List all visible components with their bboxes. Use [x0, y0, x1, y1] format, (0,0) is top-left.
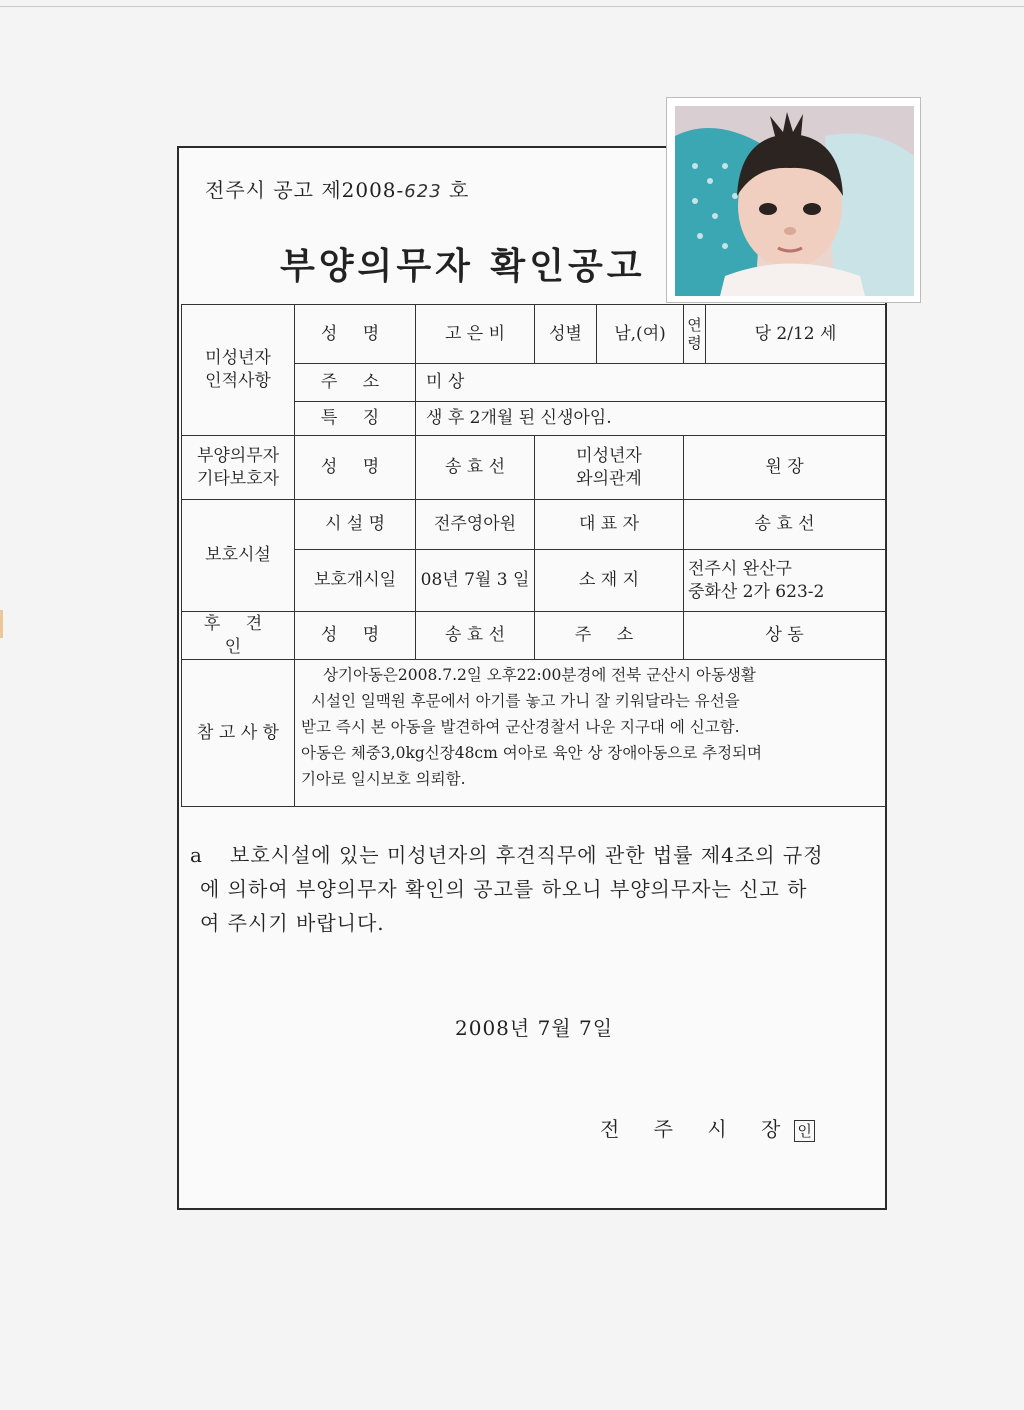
reference-line: 상기아동은2008.7.2일 오후22:00분경에 전북 군산시 아동생활: [323, 666, 756, 684]
guardian2-address-value: 상 동: [684, 612, 886, 660]
signer-line: [600, 1113, 815, 1142]
location-value: 전주시 완산구 중화산 2가 623-2: [684, 550, 886, 612]
feature-value: 생 후 2개월 된 신생아임.: [416, 402, 886, 436]
body-line-1-text: 보호시설에 있는 미성년자의 후견직무에 관한 법률 제4조의 규정: [230, 843, 824, 867]
guardian2-name-value: 송 효 선: [416, 612, 535, 660]
notice-suffix: 호: [441, 178, 470, 202]
guardian-name-value: 송 효 선: [416, 436, 535, 500]
notice-number-handwritten: 623: [404, 181, 442, 202]
facility-section-label: 보호시설: [182, 500, 295, 612]
document-title: 부양의무자 확인공고: [280, 245, 646, 287]
location-label: 소 재 지: [535, 550, 684, 612]
feature-label: 특 징: [295, 402, 416, 436]
reference-section-label: 참 고 사 항: [182, 660, 295, 807]
infant-photo: [666, 97, 921, 303]
address-value: 미 상: [416, 364, 886, 402]
scan-mark: [0, 610, 3, 638]
age-label: 연 령: [684, 305, 706, 364]
body-line-3: 여 주시기 바랍니다.: [200, 911, 385, 935]
body-marker: a: [190, 843, 203, 867]
reference-line: 기아로 일시보호 의뢰함.: [301, 770, 466, 788]
info-table: [181, 304, 886, 807]
facility-name-label: 시 설 명: [295, 500, 416, 550]
guardian2-address-label: 주 소: [535, 612, 684, 660]
scan-edge-line: [0, 6, 1024, 7]
facility-name-value: 전주영아원: [416, 500, 535, 550]
start-date-value: 08년 7월 3 일: [416, 550, 535, 612]
notice-number: [205, 174, 469, 203]
guardian2-name-label: 성 명: [295, 612, 416, 660]
name-value: 고 은 비: [416, 305, 535, 364]
reference-notes: [295, 660, 886, 807]
start-date-label: 보호개시일: [295, 550, 416, 612]
guardian-section-label: 부양의무자 기타보호자: [182, 436, 295, 500]
representative-label: 대 표 자: [535, 500, 684, 550]
age-value: 당 2/12 세: [706, 305, 886, 364]
gender-label: 성별: [535, 305, 597, 364]
minor-section-label: 미성년자 인적사항: [182, 305, 295, 436]
guardian-name-label: 성 명: [295, 436, 416, 500]
relation-value: 원 장: [684, 436, 886, 500]
guardian2-section-label: 후 견 인: [182, 612, 295, 660]
gender-value: 남,(여): [597, 305, 684, 364]
body-line-2: 에 의하여 부양의무자 확인의 공고를 하오니 부양의무자는 신고 하: [200, 877, 808, 901]
relation-label: 미성년자 와의관계: [535, 436, 684, 500]
name-label: 성 명: [295, 305, 416, 364]
representative-value: 송 효 선: [684, 500, 886, 550]
reference-line: 시설인 일맥원 후문에서 아기를 놓고 가니 잘 키워달라는 유선을: [311, 692, 740, 710]
body-line-1: [190, 838, 880, 872]
reference-line: 아동은 체중3,0kg신장48cm 여아로 육안 상 장애아동으로 추정되며: [301, 744, 763, 762]
signer-name: 전 주 시 장: [600, 1117, 795, 1141]
address-label: 주 소: [295, 364, 416, 402]
infant-photo-image: [675, 106, 914, 296]
notice-date: 2008년 7월 7일: [455, 1016, 614, 1040]
notice-prefix: 전주시 공고 제2008-: [205, 178, 405, 202]
notice-body: [190, 838, 880, 940]
seal-stamp: 인: [794, 1120, 815, 1142]
reference-line: 받고 즉시 본 아동을 발견하여 군산경찰서 나운 지구대 에 신고함.: [301, 718, 740, 736]
